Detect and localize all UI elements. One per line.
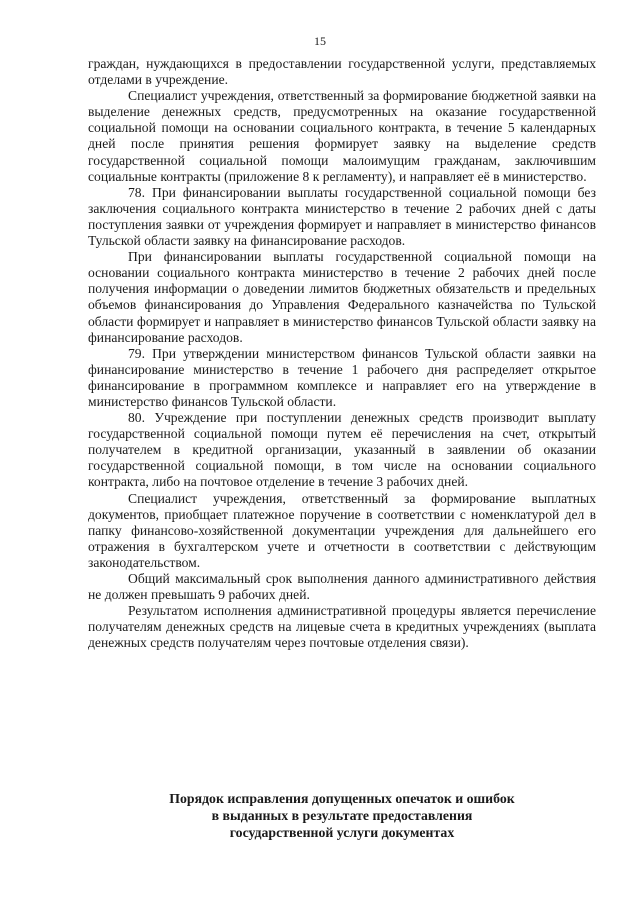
paragraph-item-80: 80. Учреждение при поступлении денежных средств производит выплату государственной социальной помощи путем её перечисления на счет, открытый получателем в кредитной организации, указанный в заявлении об оказании государственной социальной помощи, в том числе на основании социального контракта, либо на почтовое отделение в течение 3 рабочих дней. <box>88 410 596 490</box>
paragraph-financing-contract: При финансировании выплаты государственной социальной помощи на основании социального контракта министерство в течение 2 рабочих дней после получения информации о доведении лимитов бюджетных обязательств и предельных объемов финансирования до Управления Федерального казначейства по Тульской области формирует и направляет в министерство финансов Тульской области заявку на финансирование расходов. <box>88 249 596 345</box>
paragraph-continuation: граждан, нуждающихся в предоставлении государственной услуги, представляемых отделами в учреждение. <box>88 56 596 88</box>
paragraph-item-78: 78. При финансировании выплаты государственной социальной помощи без заключения социального контракта министерство в течение 2 рабочих дней с даты поступления заявки от учреждения формирует и направляет в министерство финансов Тульской области заявку на финансирование расходов. <box>88 184 596 249</box>
paragraph-payment-documents: Специалист учреждения, ответственный за формирование выплатных документов, приобщает платежное поручение в соответствии с номенклатурой дел в папку финансово-хозяйственной документации учреждения для дальнейшего его отражения в бухгалтерском учете и отчетности в соответствии с действующим законодательством. <box>88 490 596 570</box>
paragraph-max-term: Общий максимальный срок выполнения данного административного действия не должен превышать 9 рабочих дней. <box>88 571 596 603</box>
heading-line-3: государственной услуги документах <box>229 825 455 840</box>
page-number: 15 <box>314 34 326 48</box>
paragraph-budget-request: Специалист учреждения, ответственный за формирование бюджетной заявки на выделение денежных средств, предусмотренных на оказание государственной социальной помощи на основании социального контракта, в течение 5 календарных дней после принятия решения формирует заявку на выделение средств государственной социальной помощи малоимущим гражданам, заключившим социальные контракты (приложение 8 к регламенту), и направляет её в министерство. <box>88 88 596 184</box>
heading-line-1: Порядок исправления допущенных опечаток и ошибок <box>169 791 515 806</box>
heading-line-2: в выданных в результате предоставления <box>211 808 473 823</box>
section-heading <box>88 790 596 841</box>
document-body <box>88 56 596 651</box>
paragraph-item-79: 79. При утверждении министерством финансов Тульской области заявки на финансирование министерство в течение 1 рабочего дня распределяет открытое финансирование в программном комплексе и направляет его на утверждение в министерство финансов Тульской области. <box>88 345 596 409</box>
paragraph-result: Результатом исполнения административной процедуры является перечисление получателям денежных средств на лицевые счета в кредитных учреждениях (выплата денежных средств получателям через почтовые отделения связи). <box>88 603 596 651</box>
